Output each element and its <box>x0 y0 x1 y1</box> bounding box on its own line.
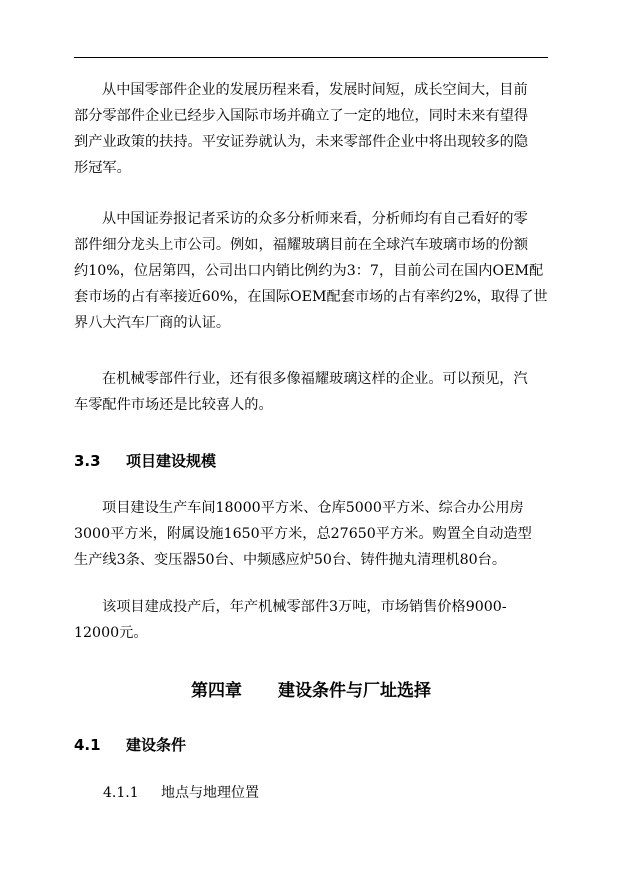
paragraph-line: 该项目建成投产后，年产机械零部件3万吨，市场销售价格9000- <box>102 599 507 615</box>
chapter-title: 建设条件与厂址选择 <box>278 681 431 701</box>
chapter-heading <box>74 680 548 702</box>
paragraph-line: 12000元。 <box>74 625 148 641</box>
paragraph-line: 形冠军。 <box>74 160 131 176</box>
paragraph-line: 部件细分龙头上市公司。例如，福耀玻璃目前在全球汽车玻璃市场的份额 <box>74 237 529 253</box>
section-number: 3.3 <box>74 452 101 470</box>
section-title: 项目建设规模 <box>126 452 217 470</box>
paragraph-line: 约10%，位居第四，公司出口内销比例约为3：7，目前公司在国内OEM配 <box>74 263 544 279</box>
paragraph-line: 从中国证券报记者采访的众多分析师来看，分析师均有自己看好的零 <box>102 211 528 227</box>
paragraph <box>74 366 548 418</box>
section-title: 建设条件 <box>126 736 187 754</box>
paragraph-line: 在机械零部件行业，还有很多像福耀玻璃这样的企业。可以预见，汽 <box>102 371 528 387</box>
subsection-number: 4.1.1 <box>103 785 139 801</box>
subsection-title: 地点与地理位置 <box>161 785 259 801</box>
paragraph-line: 从中国零部件企业的发展历程来看，发展时间短，成长空间大，目前 <box>102 82 528 98</box>
paragraph-line: 项目建设生产车间18000平方米、仓库5000平方米、综合办公用房 <box>102 500 524 516</box>
section-number: 4.1 <box>74 736 101 754</box>
paragraph-line: 界八大汽车厂商的认证。 <box>74 315 231 331</box>
section-heading <box>74 451 548 471</box>
paragraph-line: 套市场的占有率接近60%，在国际OEM配套市场的占有率约2%，取得了世 <box>74 289 548 305</box>
paragraph <box>74 594 548 646</box>
paragraph <box>74 206 548 336</box>
header-rule <box>74 57 548 58</box>
section-heading <box>74 735 548 755</box>
paragraph <box>74 495 548 573</box>
paragraph-line: 3000平方米，附属设施1650平方米，总27650平方米。购置全自动造型 <box>74 526 532 542</box>
chapter-label: 第四章 <box>191 681 242 701</box>
paragraph-line: 车零配件市场还是比较喜人的。 <box>74 397 273 413</box>
paragraph-line: 到产业政策的扶持。平安证券就认为，未来零部件企业中将出现较多的隐 <box>74 134 529 150</box>
paragraph-line: 部分零部件企业已经步入国际市场并确立了一定的地位，同时未来有望得 <box>74 108 529 124</box>
subsection-heading <box>103 783 577 803</box>
paragraph <box>74 77 548 181</box>
paragraph-line: 生产线3条、变压器50台、中频感应炉50台、铸件抛丸清理机80台。 <box>74 552 507 568</box>
